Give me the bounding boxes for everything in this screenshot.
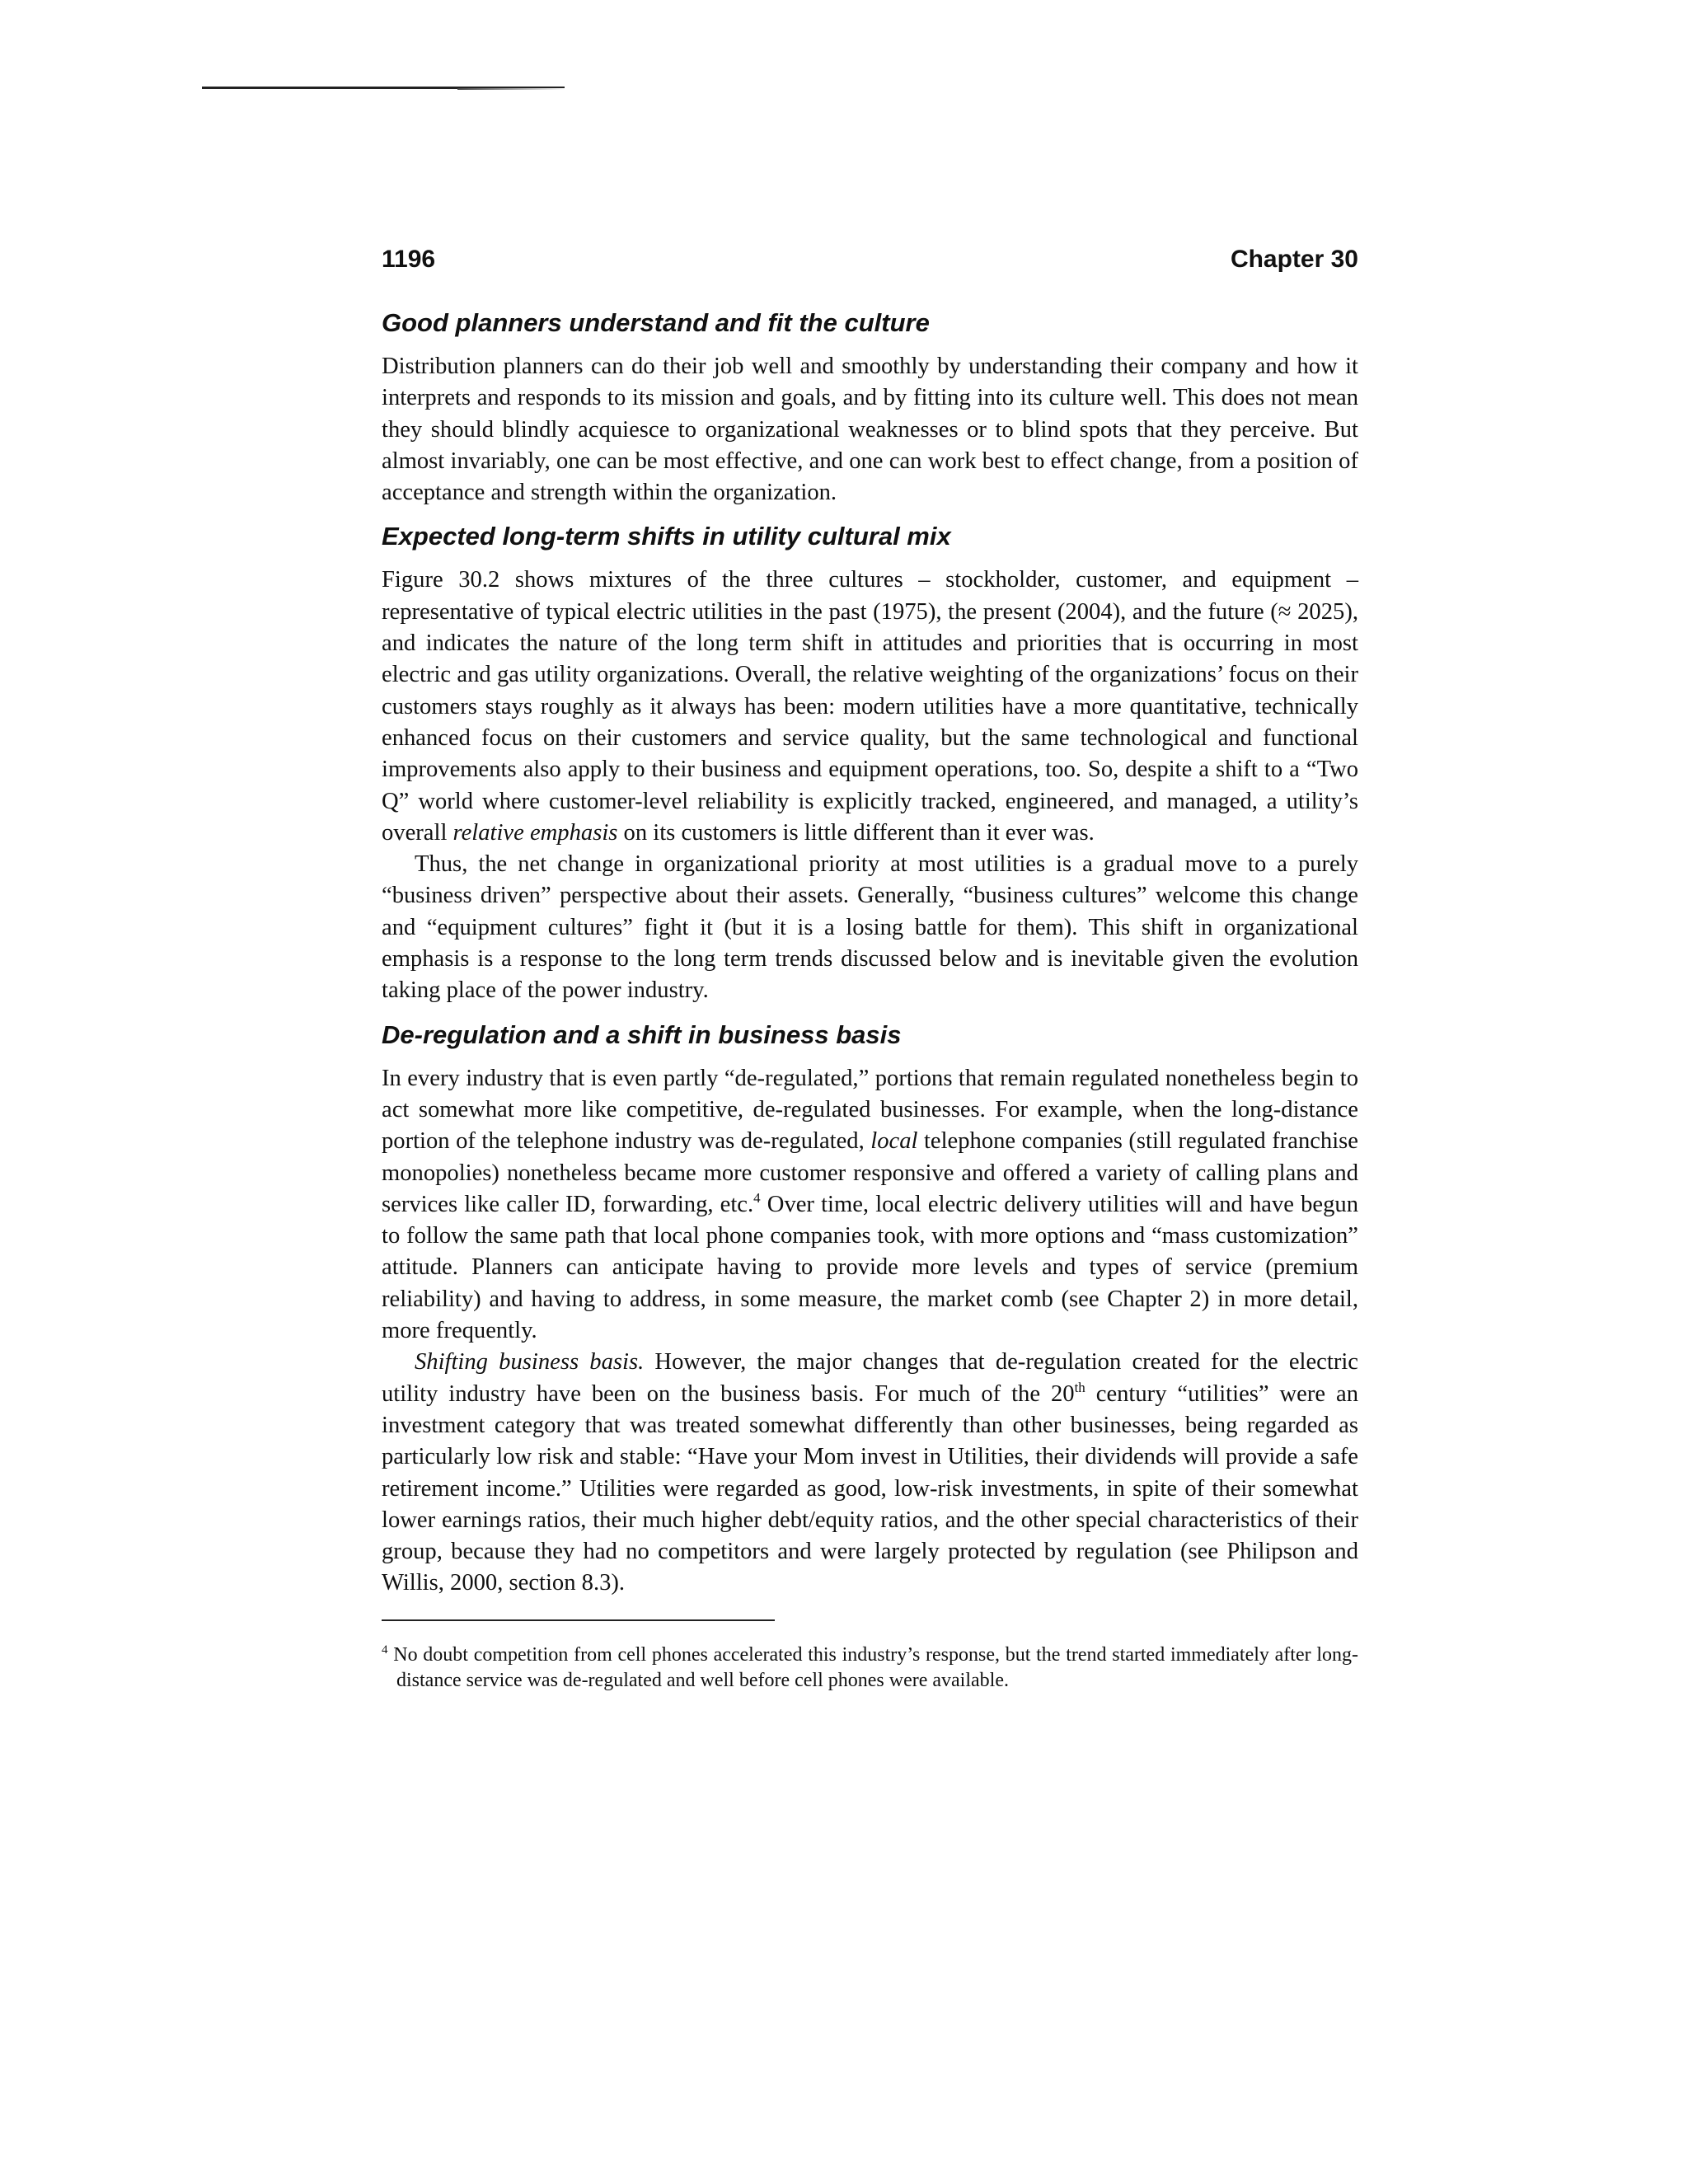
footnote-rule bbox=[382, 1619, 775, 1621]
page-number: 1196 bbox=[382, 246, 436, 273]
emphasis-text: local bbox=[870, 1128, 918, 1155]
running-header bbox=[382, 246, 1358, 282]
body-paragraph: Distribution planners can do their job well and smoothly by understanding their company and how it interprets and responds to its mission and goals, and by fitting into its culture well. This does not mean they should blindly acquiesce to organizational weaknesses or to blind spots that they perceive. But almost invariably, one can be most effective, and one can work best to effect change, from a position of acceptance and strength within the organization. bbox=[382, 354, 1358, 506]
footnote-number: 4 bbox=[382, 1643, 388, 1657]
section-heading: De-regulation and a shift in business basis bbox=[382, 1019, 902, 1049]
body-paragraph: Figure 30.2 shows mixtures of the three cultures – stockholder, customer, and equipment – representative of typical electric utilities in the past (1975), the present (2004), and the future (≈ 2025), and indicates the nature of the long term shift in attitudes and priorities that is occurring in most electric and gas utility organizations. Overall, the relative weighting of the organizations’ focus on their customers stays roughly as it always has been: modern utilities have a more quantitative, technically enhanced focus on their customers and service quality, but the same technological and functional improvements also apply to their business and equipment operations, too. So, despite a shift to a “Two Q” world where customer-level reliability is explicitly tracked, engineered, and managed, a utility’s overall relative emphasis on its customers is little different than it ever was. bbox=[382, 567, 1358, 846]
emphasis-text: relative emphasis bbox=[452, 819, 618, 846]
body-paragraph: Thus, the net change in organizational priority at most utilities is a gradual move to a purely “business driven” perspective about their assets. Generally, “business cultures” welcome this change and “equipment cultures” fight it (but it is a losing battle for them). This shift in organizational emphasis is a response to the long term trends discussed below and is inevitable given the evolution taking place of the power industry. bbox=[382, 851, 1358, 1004]
footnote-marker: 4 bbox=[753, 1189, 761, 1206]
run-in-heading: Shifting business basis. bbox=[415, 1349, 645, 1376]
superscript: th bbox=[1074, 1379, 1085, 1395]
body-paragraph: Shifting business basis. However, the major changes that de-regulation created for the electric utility industry have been on the business basis. For much of the 20th century “utilities” were an investment category that was treated somewhat differently than other businesses, being regarded as particularly low risk and stable: “Have your Mom invest in Utilities, their dividends will provide a safe retirement income.” Utilities were regarded as good, low-risk investments, in spite of their somewhat lower earnings ratios, their much higher debt/equity ratios, and the other special characteristics of their group, because they had no competitors and were largely protected by regulation (see Philipson and Willis, 2000, section 8.3). bbox=[382, 1349, 1358, 1596]
footnote: $^4$ No doubt competition from cell phones accelerated this industry’s response, but the trend started immediately after long-distance service was de-regulated and well before cell phones were available. bbox=[382, 1643, 1358, 1691]
top-rule-fade bbox=[457, 88, 565, 90]
body-paragraph: In every industry that is even partly “de-regulated,” portions that remain regulated nonetheless begin to act somewhat more like competitive, de-regulated businesses. For example, when the long-distance portion of the telephone industry was de-regulated, local telephone companies (still regulated franchise monopolies) nonetheless became more customer responsive and offered a variety of calling plans and services like caller ID, forwarding, etc.$^4$ Over time, local electric delivery utilities will and have begun to follow the same path that local phone companies took, with more options and “mass customization” attitude. Planners can anticipate having to provide more levels and types of service (premium reliability) and having to address, in some measure, the market comb (see Chapter 2) in more detail, more frequently. bbox=[382, 1065, 1358, 1344]
page-body bbox=[382, 303, 1358, 1694]
section-heading: Good planners understand and fit the culture bbox=[382, 308, 930, 337]
chapter-label: Chapter 30 bbox=[1230, 246, 1358, 273]
section-heading: Expected long-term shifts in utility cultural mix bbox=[382, 522, 951, 551]
